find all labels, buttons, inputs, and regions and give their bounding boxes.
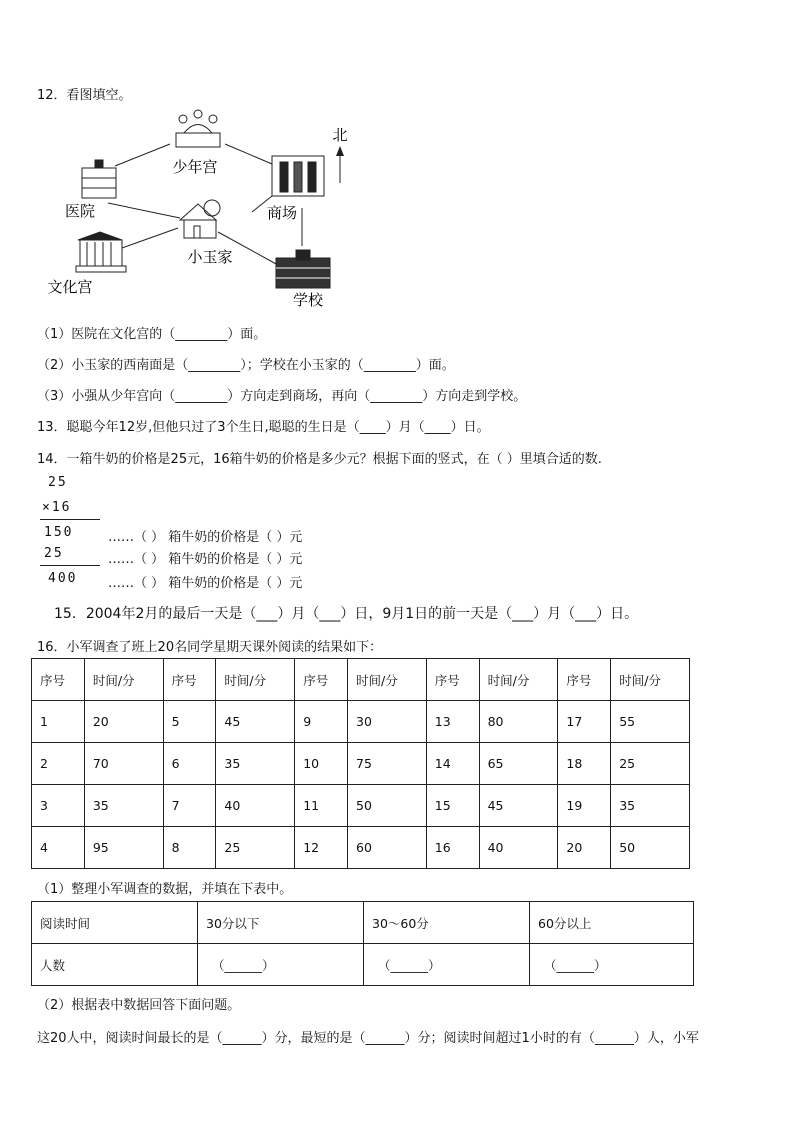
table-cell: 60 (348, 827, 427, 869)
calc-row-5: 400 (48, 571, 78, 586)
answer-blank[interactable]: （______） (198, 944, 364, 986)
reading-data-table (31, 658, 690, 869)
table-header-cell: 序号 (32, 659, 85, 701)
table-header-row (32, 902, 694, 944)
table-cell: 40 (479, 827, 558, 869)
table-cell: 55 (611, 701, 690, 743)
table-cell: 7 (163, 785, 216, 827)
q15-text: 15．2004年2月的最后一天是（___）月（___）日，9月1日的前一天是（___）月（___）日。 (54, 606, 639, 622)
north-arrow-icon (336, 146, 344, 156)
table-cell: 18 (558, 743, 611, 785)
table-header-cell: 时间/分 (611, 659, 690, 701)
hospital-icon (82, 160, 116, 198)
calc-row-1: 25 (48, 475, 68, 490)
table-cell: 12 (295, 827, 348, 869)
table-header-cell: 时间/分 (216, 659, 295, 701)
q14-title: 14．一箱牛奶的价格是25元，16箱牛奶的价格是多少元？根据下面的竖式，在（ ）里填合适的数. (37, 452, 602, 467)
calc-line-2 (40, 565, 100, 566)
table-cell: 35 (611, 785, 690, 827)
table-header-cell: 30～60分 (364, 902, 530, 944)
q16-sub2: （2）根据表中数据回答下面问题。 (37, 998, 241, 1013)
table-cell: 75 (348, 743, 427, 785)
direction-map (40, 108, 370, 314)
table-cell: 19 (558, 785, 611, 827)
table-cell: 11 (295, 785, 348, 827)
table-cell: 14 (426, 743, 479, 785)
table-row (32, 785, 690, 827)
reading-summary-table (31, 901, 694, 986)
answer-blank[interactable]: （______） (364, 944, 530, 986)
table-cell: 20 (84, 701, 163, 743)
line-hospital-palace (115, 144, 170, 166)
label-culture-palace: 文化宫 (47, 278, 93, 296)
home-icon (180, 200, 220, 238)
table-cell: 17 (558, 701, 611, 743)
line-palace-mall (225, 144, 272, 164)
table-cell: 13 (426, 701, 479, 743)
table-cell: 80 (479, 701, 558, 743)
table-cell: 95 (84, 827, 163, 869)
table-cell: 50 (348, 785, 427, 827)
label-youth-palace: 少年宫 (172, 158, 218, 176)
calc-row-3: 150 (44, 525, 74, 540)
table-header-row (32, 659, 690, 701)
table-cell: 8 (163, 827, 216, 869)
table-header-cell: 时间/分 (479, 659, 558, 701)
table-cell: 30 (348, 701, 427, 743)
school-icon (276, 250, 330, 288)
table-cell: 人数 (32, 944, 198, 986)
table-row (32, 743, 690, 785)
label-hospital: 医院 (64, 202, 96, 220)
table-header-cell: 60分以上 (530, 902, 694, 944)
calc-fill-2: ……（ ） 箱牛奶的价格是（ ）元 (108, 552, 303, 567)
table-cell: 45 (479, 785, 558, 827)
line-culture-home (122, 228, 178, 248)
table-cell: 65 (479, 743, 558, 785)
table-cell: 25 (611, 743, 690, 785)
table-cell: 35 (216, 743, 295, 785)
line-hospital-home (108, 203, 180, 218)
table-cell: 50 (611, 827, 690, 869)
table-row (32, 944, 694, 986)
label-mall: 商场 (266, 204, 298, 222)
table-header-cell: 时间/分 (348, 659, 427, 701)
culture-palace-icon (76, 232, 126, 272)
table-header-cell: 序号 (558, 659, 611, 701)
table-row (32, 827, 690, 869)
table-cell: 15 (426, 785, 479, 827)
table-cell: 4 (32, 827, 85, 869)
table-cell: 16 (426, 827, 479, 869)
youth-palace-icon (176, 110, 220, 147)
table-header-cell: 30分以下 (198, 902, 364, 944)
table-cell: 20 (558, 827, 611, 869)
calc-fill-1: ……（ ） 箱牛奶的价格是（ ）元 (108, 530, 303, 545)
q16-last-line: 这20人中，阅读时间最长的是（______）分，最短的是（______）分；阅读时间超过1小时的有（______）人，小军 (37, 1031, 699, 1046)
table-header-cell: 序号 (295, 659, 348, 701)
table-cell: 35 (84, 785, 163, 827)
table-header-cell: 序号 (163, 659, 216, 701)
q16-sub1: （1）整理小军调查的数据，并填在下表中。 (37, 882, 293, 897)
q12-item-2: （2）小玉家的西南面是（________）；学校在小玉家的（________）面。 (37, 358, 455, 373)
calc-line-1 (40, 519, 100, 520)
mall-icon (272, 156, 324, 196)
table-cell: 3 (32, 785, 85, 827)
calc-fill-3: ……（ ） 箱牛奶的价格是（ ）元 (108, 576, 303, 591)
q13-text: 13．聪聪今年12岁,但他只过了3个生日,聪聪的生日是（____）月（____）日。 (37, 420, 490, 435)
label-home: 小玉家 (187, 248, 233, 266)
table-cell: 1 (32, 701, 85, 743)
north-label: 北 (332, 126, 348, 144)
table-cell: 5 (163, 701, 216, 743)
q12-item-1: （1）医院在文化宫的（________）面。 (37, 327, 267, 342)
table-cell: 6 (163, 743, 216, 785)
answer-blank[interactable]: （______） (530, 944, 694, 986)
table-header-cell: 时间/分 (84, 659, 163, 701)
table-cell: 25 (216, 827, 295, 869)
calc-row-4: 25 (44, 546, 64, 561)
label-school: 学校 (292, 291, 324, 309)
table-cell: 70 (84, 743, 163, 785)
table-header-cell: 序号 (426, 659, 479, 701)
table-cell: 9 (295, 701, 348, 743)
table-header-cell: 阅读时间 (32, 902, 198, 944)
table-cell: 2 (32, 743, 85, 785)
q12-item-3: （3）小强从少年宫向（________）方向走到商场，再向（________）方向走到学校。 (37, 389, 527, 404)
table-cell: 10 (295, 743, 348, 785)
q16-title: 16．小军调查了班上20名同学星期天课外阅读的结果如下： (37, 640, 383, 655)
table-cell: 45 (216, 701, 295, 743)
calc-row-2: ×16 (42, 500, 72, 515)
table-cell: 40 (216, 785, 295, 827)
table-row (32, 701, 690, 743)
q12-title: 12．看图填空。 (37, 88, 132, 103)
